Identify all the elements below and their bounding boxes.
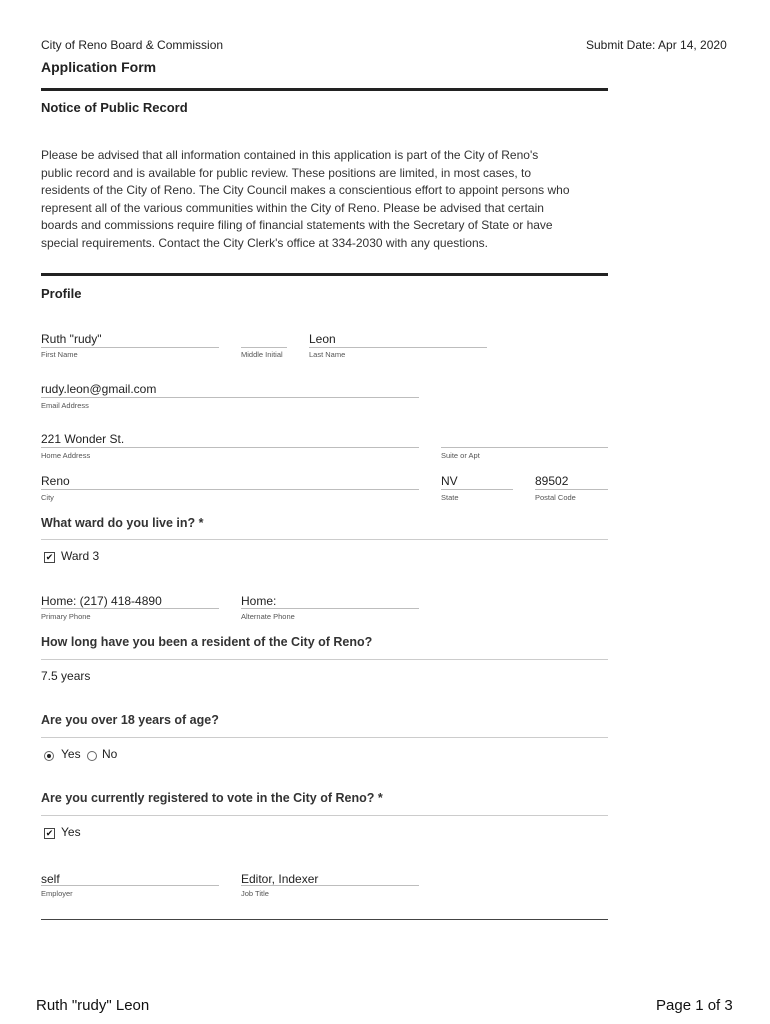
suite-label: Suite or Apt bbox=[441, 451, 480, 460]
question-underline bbox=[41, 539, 608, 540]
first-name-value[interactable]: Ruth "rudy" bbox=[41, 332, 102, 346]
divider bbox=[41, 273, 608, 276]
home-address-line bbox=[41, 447, 419, 448]
vote-option-label: Yes bbox=[61, 825, 81, 839]
employer-value[interactable]: self bbox=[41, 872, 60, 886]
postal-value[interactable]: 89502 bbox=[535, 474, 569, 488]
email-value[interactable]: rudy.leon@gmail.com bbox=[41, 382, 157, 396]
employer-line bbox=[41, 885, 219, 886]
vote-question: Are you currently registered to vote in the City of Reno? * bbox=[41, 791, 383, 805]
home-address-value[interactable]: 221 Wonder St. bbox=[41, 432, 125, 446]
notice-title: Notice of Public Record bbox=[41, 100, 188, 115]
suite-line bbox=[441, 447, 608, 448]
primary-phone-value[interactable]: Home: (217) 418-4890 bbox=[41, 594, 162, 608]
first-name-line bbox=[41, 347, 219, 348]
page-number: Page 1 of 3 bbox=[656, 997, 733, 1014]
postal-line bbox=[535, 489, 608, 490]
alternate-phone-value[interactable]: Home: bbox=[241, 594, 277, 608]
job-title-label: Job Title bbox=[241, 889, 269, 898]
last-name-line bbox=[309, 347, 487, 348]
alternate-phone-label: Alternate Phone bbox=[241, 612, 295, 621]
age-yes-radio[interactable] bbox=[44, 751, 54, 761]
first-name-label: First Name bbox=[41, 350, 78, 359]
state-line bbox=[441, 489, 513, 490]
last-name-label: Last Name bbox=[309, 350, 346, 359]
question-underline bbox=[41, 737, 608, 738]
email-label: Email Address bbox=[41, 401, 89, 410]
residency-answer: 7.5 years bbox=[41, 669, 91, 683]
home-address-label: Home Address bbox=[41, 451, 91, 460]
notice-line: public record and is available for public review. These positions are limited, in most cases, to bbox=[41, 165, 532, 180]
age-question: Are you over 18 years of age? bbox=[41, 713, 219, 727]
city-line bbox=[41, 489, 419, 490]
age-no-label: No bbox=[102, 747, 118, 761]
last-name-value[interactable]: Leon bbox=[309, 332, 336, 346]
middle-initial-label: Middle Initial bbox=[241, 350, 283, 359]
ward-option-label: Ward 3 bbox=[61, 549, 100, 563]
postal-label: Postal Code bbox=[535, 493, 576, 502]
vote-checkbox[interactable]: ✔ bbox=[45, 828, 54, 838]
notice-line: special requirements. Contact the City Clerk's office at 334-2030 with any questions. bbox=[41, 235, 488, 250]
state-label: State bbox=[441, 493, 459, 502]
email-line bbox=[41, 397, 419, 398]
primary-phone-label: Primary Phone bbox=[41, 612, 91, 621]
employer-label: Employer bbox=[41, 889, 73, 898]
notice-line: Please be advised that all information contained in this application is part of the City of Reno's bbox=[41, 148, 539, 162]
city-label: City bbox=[41, 493, 54, 502]
footer-applicant-name: Ruth "rudy" Leon bbox=[36, 997, 150, 1014]
job-title-line bbox=[241, 885, 419, 886]
submit-date: Submit Date: Apr 14, 2020 bbox=[586, 38, 727, 52]
age-yes-label: Yes bbox=[61, 747, 81, 761]
notice-line: boards and commissions require filing of financial statements with the Secretary of State or have bbox=[41, 218, 553, 232]
notice-line: residents of the City of Reno. The City Council makes a conscientious effort to appoint persons who bbox=[41, 183, 570, 197]
middle-initial-line bbox=[241, 347, 287, 348]
question-underline bbox=[41, 659, 608, 660]
form-title: Application Form bbox=[41, 59, 157, 75]
notice-body bbox=[41, 147, 621, 252]
city-value[interactable]: Reno bbox=[41, 474, 70, 488]
org-name: City of Reno Board & Commission bbox=[41, 38, 224, 52]
divider bbox=[41, 88, 608, 91]
job-title-value[interactable]: Editor, Indexer bbox=[241, 872, 319, 886]
state-value[interactable]: NV bbox=[441, 474, 458, 488]
residency-question: How long have you been a resident of the City of Reno? bbox=[41, 635, 373, 649]
ward-question: What ward do you live in? * bbox=[41, 516, 204, 530]
age-no-radio[interactable] bbox=[87, 751, 97, 761]
primary-phone-line bbox=[41, 608, 219, 609]
divider bbox=[41, 919, 608, 920]
notice-line: represent all of the various communities within the City of Reno. Please be advised that certain bbox=[41, 200, 544, 215]
alternate-phone-line bbox=[241, 608, 419, 609]
ward-checkbox[interactable]: ✔ bbox=[45, 552, 54, 562]
profile-title: Profile bbox=[41, 286, 82, 301]
question-underline bbox=[41, 815, 608, 816]
